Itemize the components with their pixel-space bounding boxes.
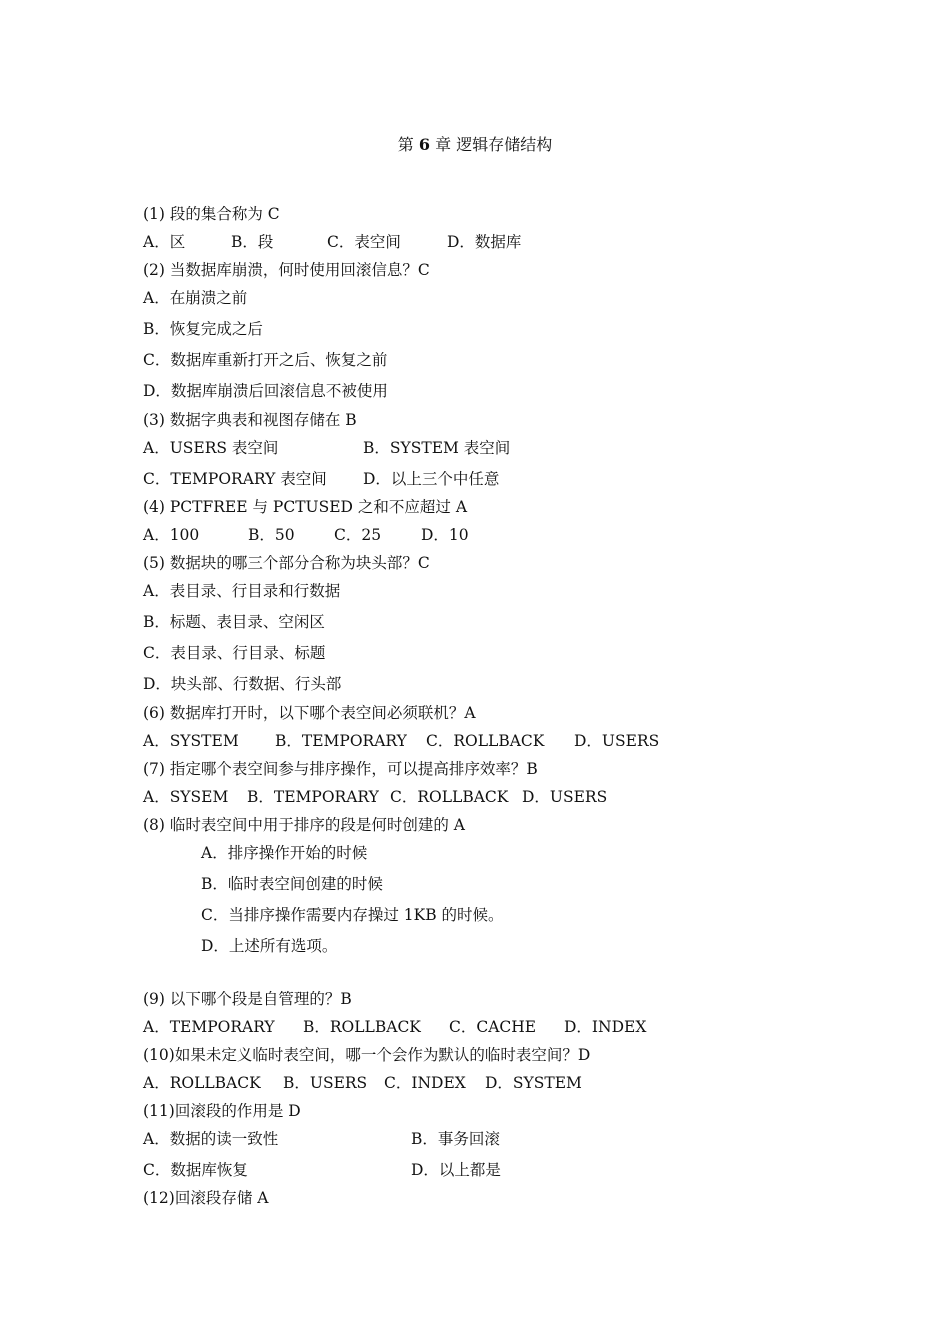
question-5-option-c: C．表目录、行目录、标题 <box>143 644 326 662</box>
option-d: D．USERS <box>574 732 660 750</box>
question-8-option-a: A．排序操作开始的时候 <box>201 844 368 862</box>
question-7-stem: (7) 指定哪个表空间参与排序操作，可以提高排序效率？B <box>143 760 538 778</box>
option-c: C．CACHE <box>449 1018 537 1036</box>
option-a: A．100 <box>143 526 200 544</box>
option-b: B．ROLLBACK <box>303 1018 421 1036</box>
option-c: C．25 <box>334 526 382 544</box>
question-7-options <box>143 787 607 807</box>
question-11-options-ab <box>143 1129 500 1149</box>
option-a: A．数据的读一致性 <box>143 1130 279 1148</box>
option-a: A．SYSEM <box>143 788 229 806</box>
option-b: B．事务回滚 <box>411 1130 500 1148</box>
question-8-option-d: D．上述所有选项。 <box>201 937 338 955</box>
option-a: A．SYSTEM <box>143 732 239 750</box>
question-6-stem: (6) 数据库打开时，以下哪个表空间必须联机？A <box>143 704 476 722</box>
question-5-option-b: B．标题、表目录、空闲区 <box>143 613 325 631</box>
option-b: B．USERS <box>283 1074 368 1092</box>
option-b: B．SYSTEM 表空间 <box>363 439 511 457</box>
question-2-option-d: D．数据库崩溃后回滚信息不被使用 <box>143 382 388 400</box>
question-6-options <box>143 731 659 751</box>
question-12-stem: (12)回滚段存储 A <box>143 1189 269 1207</box>
question-9-stem: (9) 以下哪个段是自管理的？B <box>143 990 352 1008</box>
option-b: B．TEMPORARY <box>247 788 379 806</box>
question-5-stem: (5) 数据块的哪三个部分合称为块头部？C <box>143 554 430 572</box>
question-2-option-a: A．在崩溃之前 <box>143 289 248 307</box>
question-3-options-cd <box>143 469 499 489</box>
question-11-stem: (11)回滚段的作用是 D <box>143 1102 301 1120</box>
question-8-option-c: C．当排序操作需要内存操过 1KB 的时候。 <box>201 906 504 924</box>
option-d: D．以上三个中任意 <box>363 470 500 488</box>
option-d: D．10 <box>421 526 469 544</box>
option-c: C．TEMPORARY 表空间 <box>143 470 327 488</box>
option-d: D．数据库 <box>447 233 522 251</box>
option-a: A．区 <box>143 233 186 251</box>
option-d: D．以上都是 <box>411 1161 501 1179</box>
question-8-stem: (8) 临时表空间中用于排序的段是何时创建的 A <box>143 816 466 834</box>
question-2-stem: (2) 当数据库崩溃，何时使用回滚信息？C <box>143 261 430 279</box>
question-9-options <box>143 1017 646 1037</box>
question-3-options-ab <box>143 438 510 458</box>
option-c: C．数据库恢复 <box>143 1161 248 1179</box>
option-b: B．50 <box>248 526 295 544</box>
option-a: A．TEMPORARY <box>143 1018 275 1036</box>
chapter-title: 第 6 章 逻辑存储结构 <box>397 135 553 154</box>
option-b: B．段 <box>231 233 274 251</box>
question-5-option-d: D．块头部、行数据、行头部 <box>143 675 342 693</box>
option-d: D．INDEX <box>564 1018 647 1036</box>
question-4-stem: (4) PCTFREE 与 PCTUSED 之和不应超过 A <box>143 498 468 516</box>
question-3-stem: (3) 数据字典表和视图存储在 B <box>143 411 357 429</box>
question-10-stem: (10)如果未定义临时表空间，哪一个会作为默认的临时表空间？D <box>143 1046 591 1064</box>
option-d: D．USERS <box>522 788 608 806</box>
question-2-option-c: C．数据库重新打开之后、恢复之前 <box>143 351 388 369</box>
question-1-options <box>143 232 521 252</box>
option-b: B．TEMPORARY <box>275 732 407 750</box>
question-8-option-b: B．临时表空间创建的时候 <box>201 875 383 893</box>
option-c: C．ROLLBACK <box>426 732 545 750</box>
option-c: C．ROLLBACK <box>390 788 509 806</box>
question-4-options <box>143 525 469 545</box>
chapter-number: 6 <box>418 135 431 154</box>
option-a: A．USERS 表空间 <box>143 439 279 457</box>
question-2-option-b: B．恢复完成之后 <box>143 320 263 338</box>
question-11-options-cd <box>143 1160 501 1180</box>
question-5-option-a: A．表目录、行目录和行数据 <box>143 582 341 600</box>
question-1-stem: (1) 段的集合称为 C <box>143 205 280 223</box>
option-c: C．表空间 <box>327 233 401 251</box>
option-c: C．INDEX <box>384 1074 466 1092</box>
option-a: A．ROLLBACK <box>143 1074 261 1092</box>
option-d: D．SYSTEM <box>485 1074 582 1092</box>
question-10-options <box>143 1073 582 1093</box>
